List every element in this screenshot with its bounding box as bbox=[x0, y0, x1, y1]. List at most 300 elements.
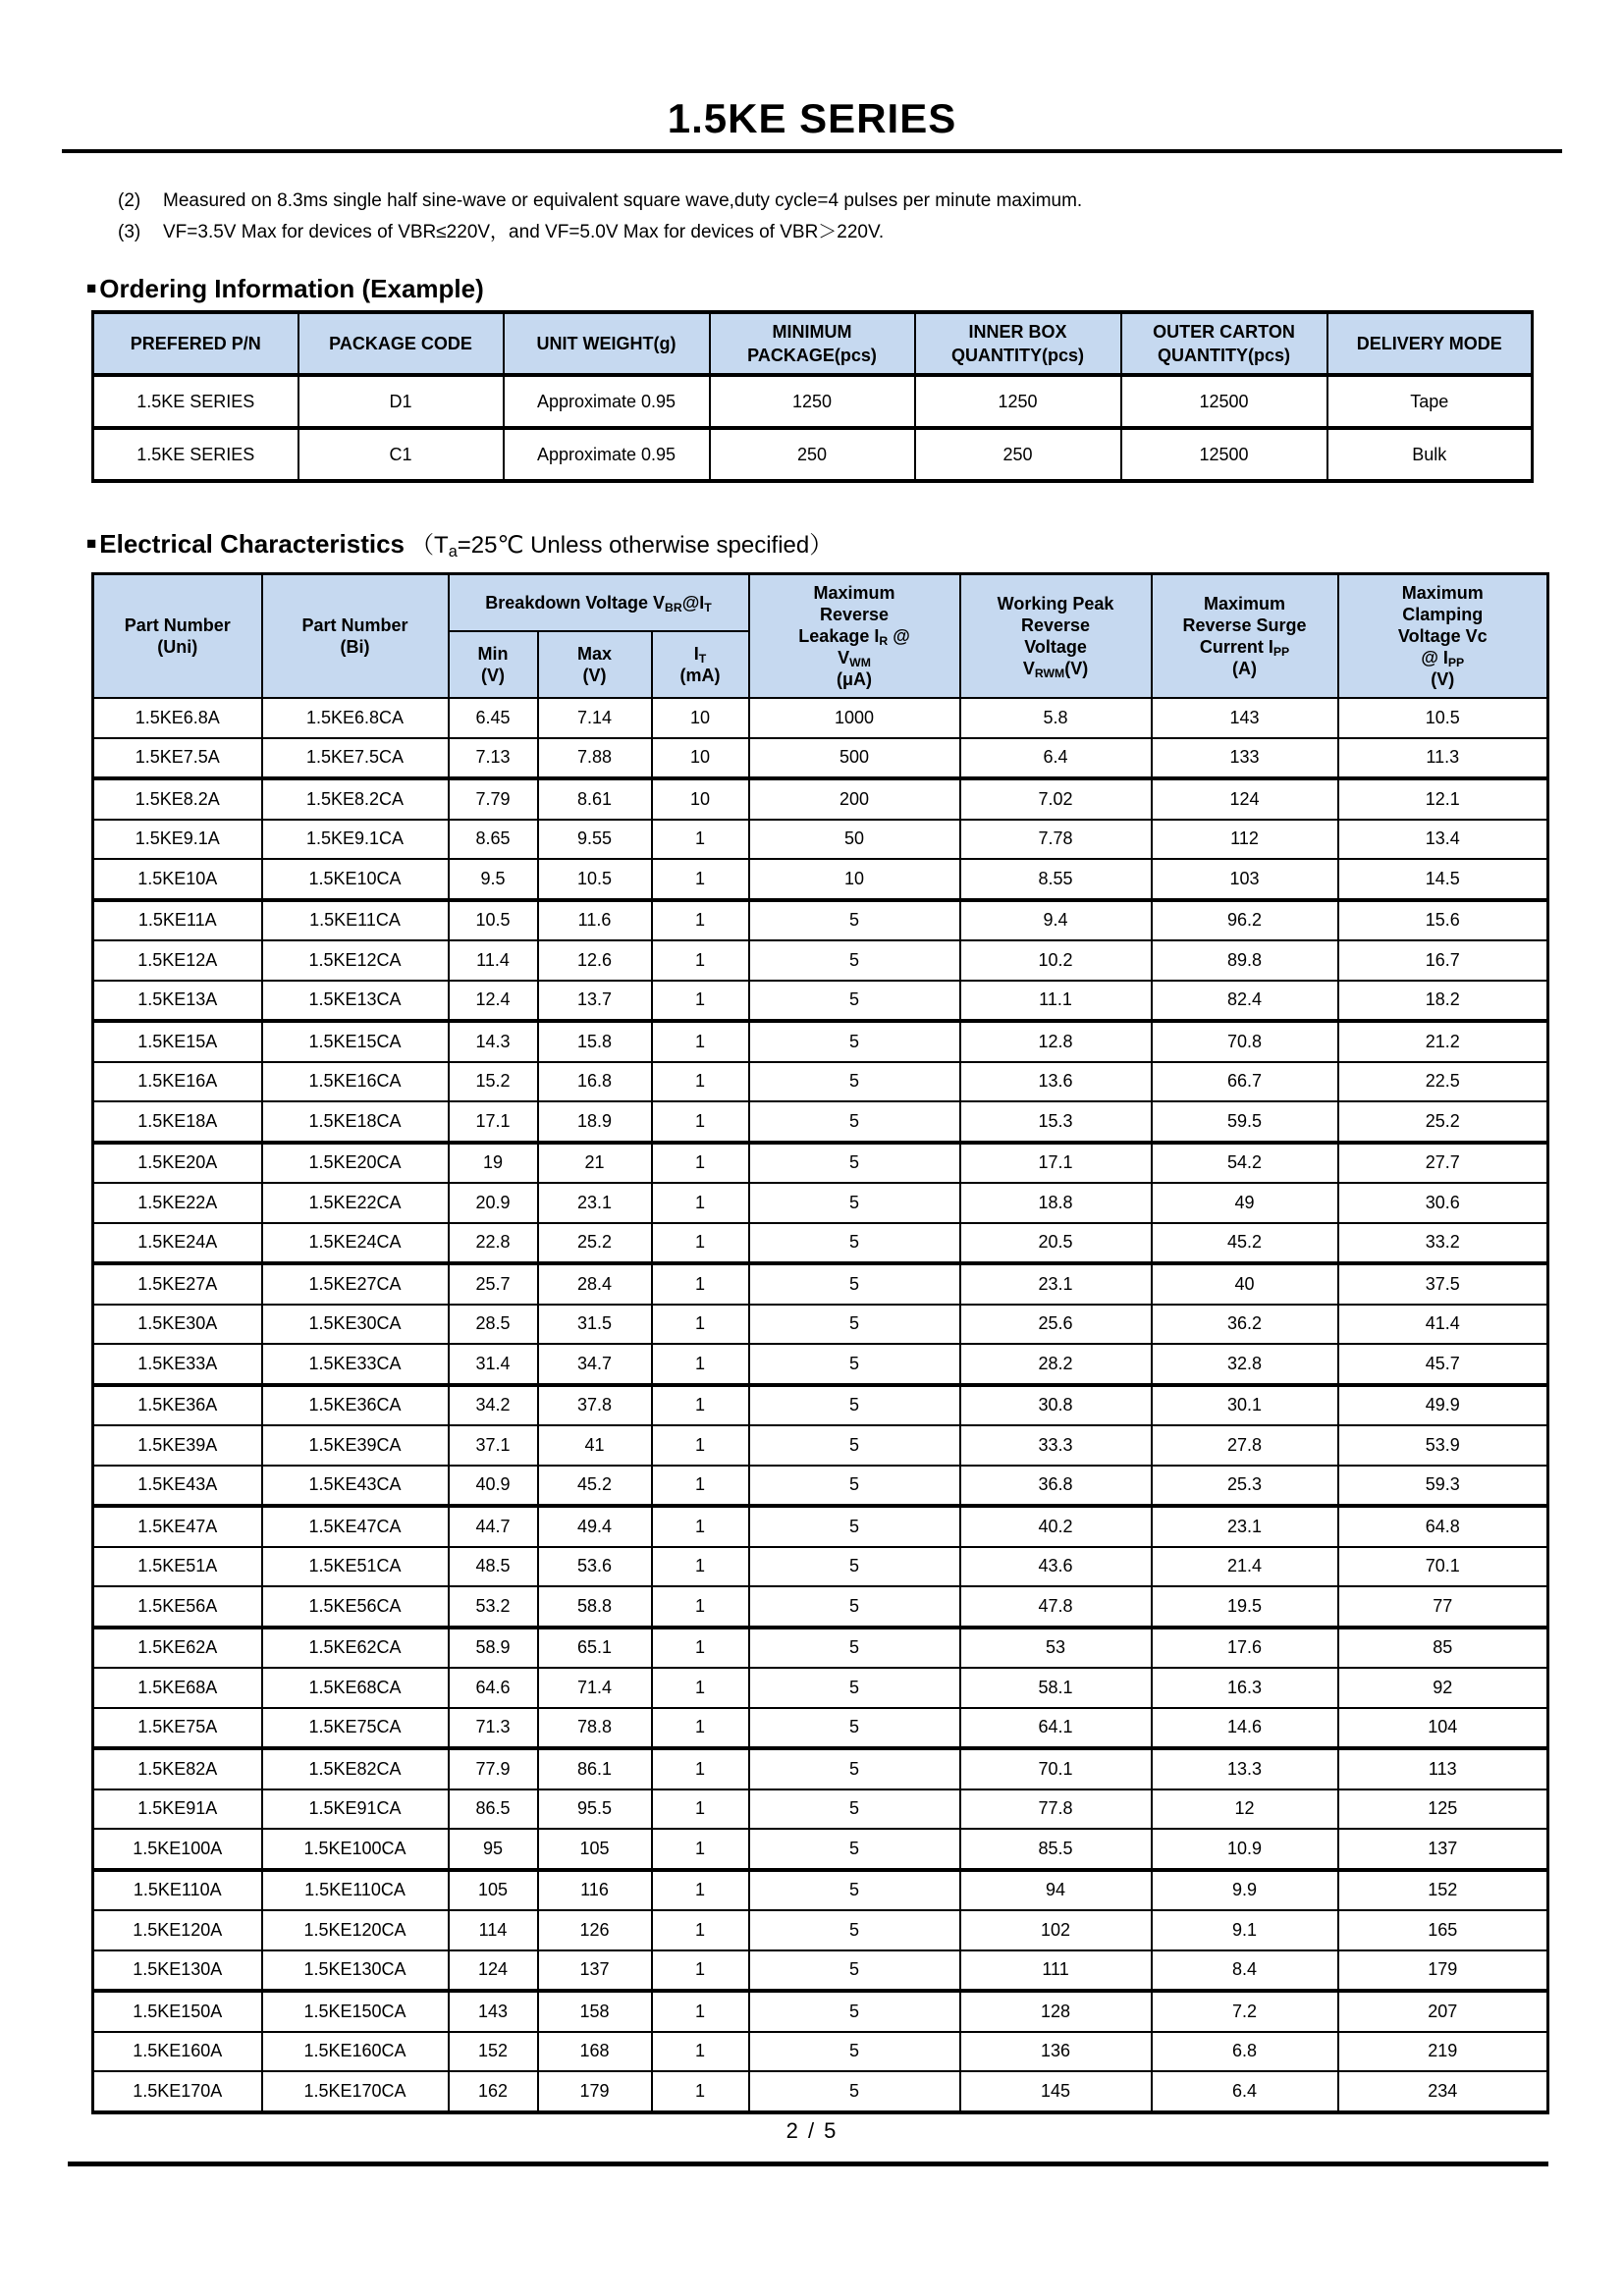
table-cell: 1.5KE120CA bbox=[262, 1910, 449, 1950]
col-part-number-uni: Part Number (Uni) bbox=[93, 574, 262, 699]
col-prefered-pn: PREFERED P/N bbox=[93, 312, 298, 375]
table-cell: 32.8 bbox=[1152, 1344, 1338, 1385]
table-cell: 10.2 bbox=[960, 940, 1152, 981]
table-cell: 58.9 bbox=[449, 1628, 538, 1669]
table-row bbox=[93, 1466, 1548, 1507]
table-cell: 78.8 bbox=[538, 1708, 652, 1749]
table-cell: 152 bbox=[449, 2032, 538, 2072]
table-cell: 1 bbox=[652, 1950, 749, 1992]
table-cell: 5 bbox=[749, 1143, 960, 1184]
table-cell: 5 bbox=[749, 1668, 960, 1708]
table-cell: 1 bbox=[652, 900, 749, 941]
table-cell: 45.2 bbox=[1152, 1223, 1338, 1264]
table-cell: 1.5KE16A bbox=[93, 1062, 262, 1102]
table-cell: 1.5KE110CA bbox=[262, 1870, 449, 1911]
table-cell: 1 bbox=[652, 1021, 749, 1062]
table-cell: 41.4 bbox=[1338, 1305, 1548, 1345]
table-cell: 11.6 bbox=[538, 900, 652, 941]
table-row bbox=[93, 900, 1548, 941]
table-cell: 125 bbox=[1338, 1789, 1548, 1830]
table-cell: 13.6 bbox=[960, 1062, 1152, 1102]
table-cell: 54.2 bbox=[1152, 1143, 1338, 1184]
table-row bbox=[93, 1870, 1548, 1911]
table-cell: 18.8 bbox=[960, 1183, 1152, 1223]
table-cell: 1.5KE18CA bbox=[262, 1101, 449, 1143]
page-number: 2 / 5 bbox=[785, 2118, 839, 2143]
table-cell: 1.5KE20CA bbox=[262, 1143, 449, 1184]
table-cell: 1.5KE120A bbox=[93, 1910, 262, 1950]
table-cell: 179 bbox=[538, 2071, 652, 2112]
table-cell: 5 bbox=[749, 1991, 960, 2032]
table-cell: 40 bbox=[1152, 1263, 1338, 1305]
table-cell: 12500 bbox=[1121, 428, 1327, 481]
table-cell: Approximate 0.95 bbox=[504, 428, 710, 481]
table-cell: 116 bbox=[538, 1870, 652, 1911]
table-cell: 1 bbox=[652, 1183, 749, 1223]
table-cell: 13.3 bbox=[1152, 1748, 1338, 1789]
table-cell: 136 bbox=[960, 2032, 1152, 2072]
table-cell: 1.5KE SERIES bbox=[93, 428, 298, 481]
table-cell: 21 bbox=[538, 1143, 652, 1184]
col-minimum-package: MINIMUM PACKAGE(pcs) bbox=[710, 312, 915, 375]
table-cell: 6.4 bbox=[1152, 2071, 1338, 2112]
table-cell: 1.5KE13CA bbox=[262, 981, 449, 1022]
table-cell: 1 bbox=[652, 1829, 749, 1870]
table-row bbox=[93, 1143, 1548, 1184]
table-cell: 49.4 bbox=[538, 1506, 652, 1547]
table-row bbox=[93, 1547, 1548, 1587]
table-cell: 5 bbox=[749, 1628, 960, 1669]
table-cell: 15.3 bbox=[960, 1101, 1152, 1143]
table-cell: 1.5KE36CA bbox=[262, 1385, 449, 1426]
table-cell: 162 bbox=[449, 2071, 538, 2112]
table-cell: 1.5KE68A bbox=[93, 1668, 262, 1708]
table-cell: 168 bbox=[538, 2032, 652, 2072]
table-cell: 33.3 bbox=[960, 1425, 1152, 1466]
table-cell: 112 bbox=[1152, 820, 1338, 860]
table-cell: 9.4 bbox=[960, 900, 1152, 941]
table-cell: 95 bbox=[449, 1829, 538, 1870]
table-cell: 5 bbox=[749, 1708, 960, 1749]
electrical-heading-label: Electrical Characteristics bbox=[99, 529, 406, 559]
table-cell: 53.9 bbox=[1338, 1425, 1548, 1466]
table-cell: 47.8 bbox=[960, 1586, 1152, 1628]
table-cell: 1.5KE43CA bbox=[262, 1466, 449, 1507]
note-text: VF=3.5V Max for devices of VBR≤220V，and VF=5.0V Max for devices of VBR＞220V. bbox=[163, 222, 885, 242]
table-cell: 5 bbox=[749, 1263, 960, 1305]
table-cell: 12500 bbox=[1121, 375, 1327, 428]
table-cell: 5 bbox=[749, 1425, 960, 1466]
table-cell: 1.5KE8.2CA bbox=[262, 778, 449, 820]
table-row bbox=[93, 820, 1548, 860]
table-row bbox=[93, 1789, 1548, 1830]
table-cell: 22.5 bbox=[1338, 1062, 1548, 1102]
table-cell: 49.9 bbox=[1338, 1385, 1548, 1426]
table-cell: 59.3 bbox=[1338, 1466, 1548, 1507]
table-cell: 17.1 bbox=[960, 1143, 1152, 1184]
table-cell: 71.4 bbox=[538, 1668, 652, 1708]
table-cell: 5 bbox=[749, 1950, 960, 1992]
table-row bbox=[93, 1708, 1548, 1749]
table-cell: 40.9 bbox=[449, 1466, 538, 1507]
table-cell: 64.6 bbox=[449, 1668, 538, 1708]
table-row bbox=[93, 2071, 1548, 2112]
table-cell: 53.2 bbox=[449, 1586, 538, 1628]
note-item bbox=[118, 189, 1082, 213]
table-cell: 5 bbox=[749, 1748, 960, 1789]
table-cell: 1.5KE22CA bbox=[262, 1183, 449, 1223]
table-cell: 8.55 bbox=[960, 859, 1152, 900]
table-cell: 234 bbox=[1338, 2071, 1548, 2112]
table-cell: 5 bbox=[749, 1586, 960, 1628]
table-cell: 28.5 bbox=[449, 1305, 538, 1345]
table-cell: 103 bbox=[1152, 859, 1338, 900]
table-cell: 7.88 bbox=[538, 738, 652, 779]
table-cell: 1.5KE11A bbox=[93, 900, 262, 941]
table-cell: 1 bbox=[652, 1425, 749, 1466]
table-cell: 5 bbox=[749, 1385, 960, 1426]
table-cell: 1.5KE33CA bbox=[262, 1344, 449, 1385]
table-cell: 126 bbox=[538, 1910, 652, 1950]
table-cell: 111 bbox=[960, 1950, 1152, 1992]
table-cell: 1.5KE15A bbox=[93, 1021, 262, 1062]
table-cell: 1.5KE6.8A bbox=[93, 698, 262, 738]
electrical-section-heading bbox=[86, 530, 833, 560]
table-cell: 1 bbox=[652, 1748, 749, 1789]
table-cell: 18.9 bbox=[538, 1101, 652, 1143]
table-row bbox=[93, 778, 1548, 820]
table-cell: 8.4 bbox=[1152, 1950, 1338, 1992]
table-row bbox=[93, 1586, 1548, 1628]
col-breakdown-max: Max (V) bbox=[538, 631, 652, 698]
table-row bbox=[93, 1062, 1548, 1102]
table-cell: 143 bbox=[1152, 698, 1338, 738]
table-cell: 5 bbox=[749, 1021, 960, 1062]
col-outer-carton-quantity: OUTER CARTON QUANTITY(pcs) bbox=[1121, 312, 1327, 375]
table-cell: D1 bbox=[298, 375, 504, 428]
table-cell: 23.1 bbox=[1152, 1506, 1338, 1547]
table-row bbox=[93, 1223, 1548, 1264]
table-cell: 1.5KE16CA bbox=[262, 1062, 449, 1102]
table-row bbox=[93, 1183, 1548, 1223]
table-cell: 1.5KE11CA bbox=[262, 900, 449, 941]
table-cell: 53 bbox=[960, 1628, 1152, 1669]
table-cell: 1.5KE130A bbox=[93, 1950, 262, 1992]
table-cell: 1 bbox=[652, 1910, 749, 1950]
table-cell: 5 bbox=[749, 900, 960, 941]
col-delivery-mode: DELIVERY MODE bbox=[1327, 312, 1533, 375]
table-row bbox=[93, 940, 1548, 981]
table-cell: 113 bbox=[1338, 1748, 1548, 1789]
table-cell: 124 bbox=[449, 1950, 538, 1992]
electrical-table bbox=[91, 572, 1549, 2114]
table-cell: 36.8 bbox=[960, 1466, 1152, 1507]
table-cell: 25.6 bbox=[960, 1305, 1152, 1345]
table-cell: 1.5KE7.5A bbox=[93, 738, 262, 779]
table-cell: 1.5KE82CA bbox=[262, 1748, 449, 1789]
table-row bbox=[93, 1506, 1548, 1547]
table-cell: 10 bbox=[652, 738, 749, 779]
table-cell: 77.9 bbox=[449, 1748, 538, 1789]
table-cell: 16.7 bbox=[1338, 940, 1548, 981]
table-cell: 7.02 bbox=[960, 778, 1152, 820]
table-cell: 85 bbox=[1338, 1628, 1548, 1669]
table-cell: 82.4 bbox=[1152, 981, 1338, 1022]
col-breakdown-voltage-group: Breakdown Voltage $V_{BR}@I_T$ bbox=[449, 574, 749, 632]
table-cell: 1.5KE15CA bbox=[262, 1021, 449, 1062]
table-cell: 5 bbox=[749, 1305, 960, 1345]
table-row bbox=[93, 1628, 1548, 1669]
table-row bbox=[93, 1021, 1548, 1062]
table-cell: 102 bbox=[960, 1910, 1152, 1950]
table-row bbox=[93, 1910, 1548, 1950]
table-cell: 1.5KE91CA bbox=[262, 1789, 449, 1830]
table-cell: 44.7 bbox=[449, 1506, 538, 1547]
table-cell: 16.8 bbox=[538, 1062, 652, 1102]
table-cell: 5 bbox=[749, 1789, 960, 1830]
table-cell: 133 bbox=[1152, 738, 1338, 779]
table-cell: 22.8 bbox=[449, 1223, 538, 1264]
table-row bbox=[93, 375, 1533, 428]
table-cell: 1 bbox=[652, 1062, 749, 1102]
table-cell: 1.5KE56A bbox=[93, 1586, 262, 1628]
table-row bbox=[93, 859, 1548, 900]
ordering-heading-label: Ordering Information (Example) bbox=[99, 274, 484, 303]
table-cell: 19.5 bbox=[1152, 1586, 1338, 1628]
table-cell: 92 bbox=[1338, 1668, 1548, 1708]
table-cell: 1.5KE12A bbox=[93, 940, 262, 981]
table-cell: 6.8 bbox=[1152, 2032, 1338, 2072]
table-cell: 53.6 bbox=[538, 1547, 652, 1587]
table-cell: 200 bbox=[749, 778, 960, 820]
table-cell: 124 bbox=[1152, 778, 1338, 820]
table-cell: 1.5KE20A bbox=[93, 1143, 262, 1184]
square-bullet-icon: ■ bbox=[86, 279, 97, 297]
table-cell: 17.1 bbox=[449, 1101, 538, 1143]
table-row bbox=[93, 428, 1533, 481]
table-cell: 1 bbox=[652, 2071, 749, 2112]
table-cell: 8.65 bbox=[449, 820, 538, 860]
table-cell: 165 bbox=[1338, 1910, 1548, 1950]
table-cell: 1.5KE27CA bbox=[262, 1263, 449, 1305]
table-cell: 1.5KE51A bbox=[93, 1547, 262, 1587]
table-cell: 5 bbox=[749, 1870, 960, 1911]
table-cell: 16.3 bbox=[1152, 1668, 1338, 1708]
table-cell: 45.2 bbox=[538, 1466, 652, 1507]
table-cell: 13.4 bbox=[1338, 820, 1548, 860]
table-cell: 15.2 bbox=[449, 1062, 538, 1102]
table-cell: 17.6 bbox=[1152, 1628, 1338, 1669]
table-cell: 1 bbox=[652, 1789, 749, 1830]
table-cell: 105 bbox=[449, 1870, 538, 1911]
table-cell: 9.55 bbox=[538, 820, 652, 860]
table-cell: 1.5KE24A bbox=[93, 1223, 262, 1264]
table-cell: 40.2 bbox=[960, 1506, 1152, 1547]
table-cell: 5 bbox=[749, 1910, 960, 1950]
electrical-header-row-1 bbox=[93, 574, 1548, 632]
table-cell: 1.5KE39A bbox=[93, 1425, 262, 1466]
col-max-reverse-leakage: Maximum Reverse Leakage $I_R$ @ $V_{WM}$ (μA) bbox=[749, 574, 960, 699]
table-cell: 37.1 bbox=[449, 1425, 538, 1466]
table-cell: 1.5KE33A bbox=[93, 1344, 262, 1385]
table-cell: 10.5 bbox=[538, 859, 652, 900]
table-cell: C1 bbox=[298, 428, 504, 481]
table-cell: 1.5KE8.2A bbox=[93, 778, 262, 820]
table-cell: 37.5 bbox=[1338, 1263, 1548, 1305]
table-cell: 5 bbox=[749, 940, 960, 981]
table-cell: 104 bbox=[1338, 1708, 1548, 1749]
table-cell: 1.5KE130CA bbox=[262, 1950, 449, 1992]
table-cell: 71.3 bbox=[449, 1708, 538, 1749]
table-cell: 15.6 bbox=[1338, 900, 1548, 941]
table-cell: 1.5KE30CA bbox=[262, 1305, 449, 1345]
table-cell: 1 bbox=[652, 1143, 749, 1184]
table-cell: 1 bbox=[652, 859, 749, 900]
table-cell: 1.5KE100CA bbox=[262, 1829, 449, 1870]
table-cell: 1.5KE6.8CA bbox=[262, 698, 449, 738]
table-cell: 23.1 bbox=[960, 1263, 1152, 1305]
table-cell: 1250 bbox=[710, 375, 915, 428]
table-cell: 1.5KE SERIES bbox=[93, 375, 298, 428]
table-cell: 18.2 bbox=[1338, 981, 1548, 1022]
table-cell: 49 bbox=[1152, 1183, 1338, 1223]
table-cell: 158 bbox=[538, 1991, 652, 2032]
table-cell: 1.5KE13A bbox=[93, 981, 262, 1022]
table-cell: 14.3 bbox=[449, 1021, 538, 1062]
table-cell: 1.5KE22A bbox=[93, 1183, 262, 1223]
table-cell: 1 bbox=[652, 1668, 749, 1708]
table-cell: 1.5KE82A bbox=[93, 1748, 262, 1789]
table-cell: 5.8 bbox=[960, 698, 1152, 738]
table-cell: 105 bbox=[538, 1829, 652, 1870]
table-cell: 59.5 bbox=[1152, 1101, 1338, 1143]
table-cell: 5 bbox=[749, 1506, 960, 1547]
table-row bbox=[93, 1101, 1548, 1143]
table-cell: 1 bbox=[652, 1101, 749, 1143]
title-divider bbox=[62, 149, 1562, 153]
table-cell: 1.5KE47CA bbox=[262, 1506, 449, 1547]
table-cell: 1 bbox=[652, 1628, 749, 1669]
table-cell: 5 bbox=[749, 1183, 960, 1223]
table-cell: 28.2 bbox=[960, 1344, 1152, 1385]
table-cell: 85.5 bbox=[960, 1829, 1152, 1870]
table-cell: 10.5 bbox=[449, 900, 538, 941]
col-package-code: PACKAGE CODE bbox=[298, 312, 504, 375]
ordering-section-heading bbox=[86, 275, 484, 304]
table-cell: 1 bbox=[652, 1547, 749, 1587]
table-cell: 152 bbox=[1338, 1870, 1548, 1911]
col-part-number-bi: Part Number (Bi) bbox=[262, 574, 449, 699]
table-cell: 64.1 bbox=[960, 1708, 1152, 1749]
table-cell: 1 bbox=[652, 1305, 749, 1345]
col-unit-weight: UNIT WEIGHT(g) bbox=[504, 312, 710, 375]
table-row bbox=[93, 2032, 1548, 2072]
table-cell: 1 bbox=[652, 1223, 749, 1264]
table-cell: 58.8 bbox=[538, 1586, 652, 1628]
table-cell: 30.6 bbox=[1338, 1183, 1548, 1223]
table-cell: 1000 bbox=[749, 698, 960, 738]
table-cell: 20.5 bbox=[960, 1223, 1152, 1264]
table-cell: 86.5 bbox=[449, 1789, 538, 1830]
table-cell: 1.5KE7.5CA bbox=[262, 738, 449, 779]
col-max-clamping-voltage: Maximum Clamping Voltage Vc @ $I_{PP}$ (V) bbox=[1338, 574, 1548, 699]
table-row bbox=[93, 1425, 1548, 1466]
table-cell: 1 bbox=[652, 1708, 749, 1749]
table-cell: 1.5KE91A bbox=[93, 1789, 262, 1830]
table-cell: 1.5KE75A bbox=[93, 1708, 262, 1749]
table-cell: 1.5KE110A bbox=[93, 1870, 262, 1911]
table-cell: 5 bbox=[749, 1223, 960, 1264]
table-row bbox=[93, 738, 1548, 779]
table-cell: 5 bbox=[749, 1344, 960, 1385]
table-cell: 70.8 bbox=[1152, 1021, 1338, 1062]
footer-divider bbox=[68, 2162, 1548, 2166]
note-item bbox=[118, 221, 884, 244]
ordering-table-body bbox=[93, 375, 1533, 481]
table-cell: 1 bbox=[652, 1466, 749, 1507]
table-cell: 1.5KE62A bbox=[93, 1628, 262, 1669]
table-cell: 1.5KE150CA bbox=[262, 1991, 449, 2032]
table-cell: 1.5KE160CA bbox=[262, 2032, 449, 2072]
table-cell: 1 bbox=[652, 940, 749, 981]
table-row bbox=[93, 1991, 1548, 2032]
table-cell: 34.2 bbox=[449, 1385, 538, 1426]
table-cell: 1.5KE10A bbox=[93, 859, 262, 900]
table-cell: 41 bbox=[538, 1425, 652, 1466]
table-cell: 1 bbox=[652, 2032, 749, 2072]
table-cell: 23.1 bbox=[538, 1183, 652, 1223]
note-index: (3) bbox=[118, 222, 141, 242]
table-cell: 1 bbox=[652, 1870, 749, 1911]
table-cell: 1.5KE9.1CA bbox=[262, 820, 449, 860]
table-cell: 5 bbox=[749, 2071, 960, 2112]
table-cell: 1.5KE43A bbox=[93, 1466, 262, 1507]
table-cell: 12.8 bbox=[960, 1021, 1152, 1062]
table-row bbox=[93, 1305, 1548, 1345]
table-cell: 5 bbox=[749, 1547, 960, 1587]
table-cell: 37.8 bbox=[538, 1385, 652, 1426]
table-cell: 207 bbox=[1338, 1991, 1548, 2032]
electrical-table-body bbox=[93, 698, 1548, 2112]
ordering-header-row bbox=[93, 312, 1533, 375]
table-cell: 1.5KE75CA bbox=[262, 1708, 449, 1749]
table-cell: 5 bbox=[749, 1829, 960, 1870]
table-cell: 21.4 bbox=[1152, 1547, 1338, 1587]
ordering-table bbox=[91, 310, 1534, 483]
table-cell: 1.5KE18A bbox=[93, 1101, 262, 1143]
table-cell: 250 bbox=[710, 428, 915, 481]
table-cell: 1.5KE10CA bbox=[262, 859, 449, 900]
table-cell: 179 bbox=[1338, 1950, 1548, 1992]
table-cell: 9.9 bbox=[1152, 1870, 1338, 1911]
table-cell: 10.5 bbox=[1338, 698, 1548, 738]
table-cell: 12.4 bbox=[449, 981, 538, 1022]
table-cell: 1.5KE39CA bbox=[262, 1425, 449, 1466]
table-cell: 11.1 bbox=[960, 981, 1152, 1022]
table-cell: 33.2 bbox=[1338, 1223, 1548, 1264]
table-cell: 7.2 bbox=[1152, 1991, 1338, 2032]
table-cell: 36.2 bbox=[1152, 1305, 1338, 1345]
table-cell: 1.5KE47A bbox=[93, 1506, 262, 1547]
table-cell: 219 bbox=[1338, 2032, 1548, 2072]
table-cell: 43.6 bbox=[960, 1547, 1152, 1587]
table-row bbox=[93, 1950, 1548, 1992]
table-cell: 13.7 bbox=[538, 981, 652, 1022]
note-index: (2) bbox=[118, 190, 141, 211]
square-bullet-icon: ■ bbox=[86, 534, 97, 553]
page-title: 1.5KE SERIES bbox=[667, 95, 957, 141]
table-cell: 58.1 bbox=[960, 1668, 1152, 1708]
